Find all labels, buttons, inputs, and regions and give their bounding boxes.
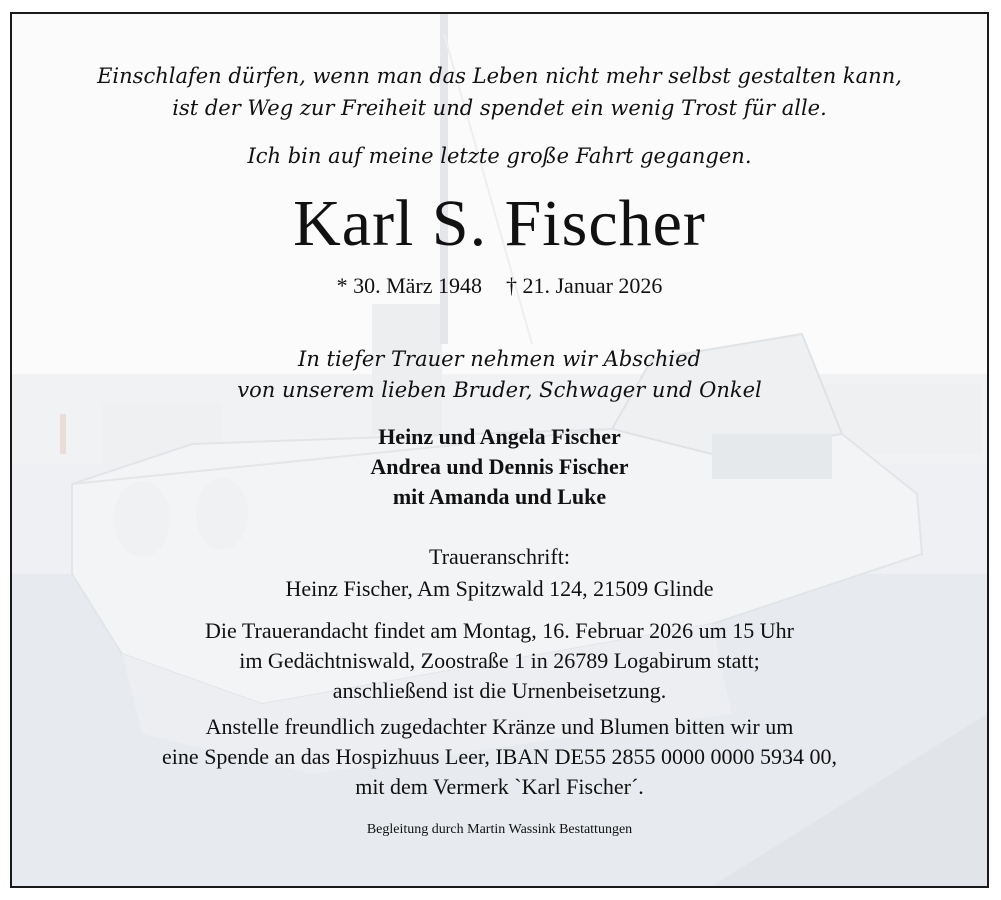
mourner-1: Heinz und Angela Fischer [378,424,621,449]
mourner-3: mit Amanda und Luke [392,484,607,509]
obituary-text [12,14,987,886]
service-line-2: im Gedächtniswald, Zoostraße 1 in 26789 Logabirum statt; [239,648,760,673]
service-line-1: Die Trauerandacht findet am Montag, 16. Februar 2026 um 15 Uhr [205,618,794,643]
donation-line-3: mit dem Vermerk `Karl Fischer´. [355,774,644,799]
donation-line-1: Anstelle freundlich zugedachter Kränze und Blumen bitten wir um [205,714,794,739]
death-date: † 21. Januar 2026 [506,273,663,298]
mourner-2: Andrea und Dennis Fischer [370,454,629,479]
farewell-line-2: von unserem lieben Bruder, Schwager und Onkel [237,378,762,402]
motto-line-1: Einschlafen dürfen, wenn man das Leben nicht mehr selbst gestalten kann, [97,64,902,88]
motto-line-2: ist der Weg zur Freiheit und spendet ein wenig Trost für alle. [172,96,827,120]
quote: Ich bin auf meine letzte große Fahrt gegangen. [247,144,752,168]
address-value: Heinz Fischer, Am Spitzwald 124, 21509 Glinde [285,576,714,601]
donation-line-2: eine Spende an das Hospizhuus Leer, IBAN DE55 2855 0000 0000 5934 00, [162,744,837,769]
life-dates [12,273,987,299]
undertaker-credit: Begleitung durch Martin Wassink Bestattungen [366,822,633,837]
farewell-line-1: In tiefer Trauer nehmen wir Abschied [298,347,701,371]
service-line-3: anschließend ist die Urnenbeisetzung. [332,678,667,703]
obituary-frame [10,12,989,888]
deceased-name: Karl S. Fischer [293,187,706,260]
birth-date: * 30. März 1948 [336,273,482,298]
address-label: Traueranschrift: [429,544,570,569]
